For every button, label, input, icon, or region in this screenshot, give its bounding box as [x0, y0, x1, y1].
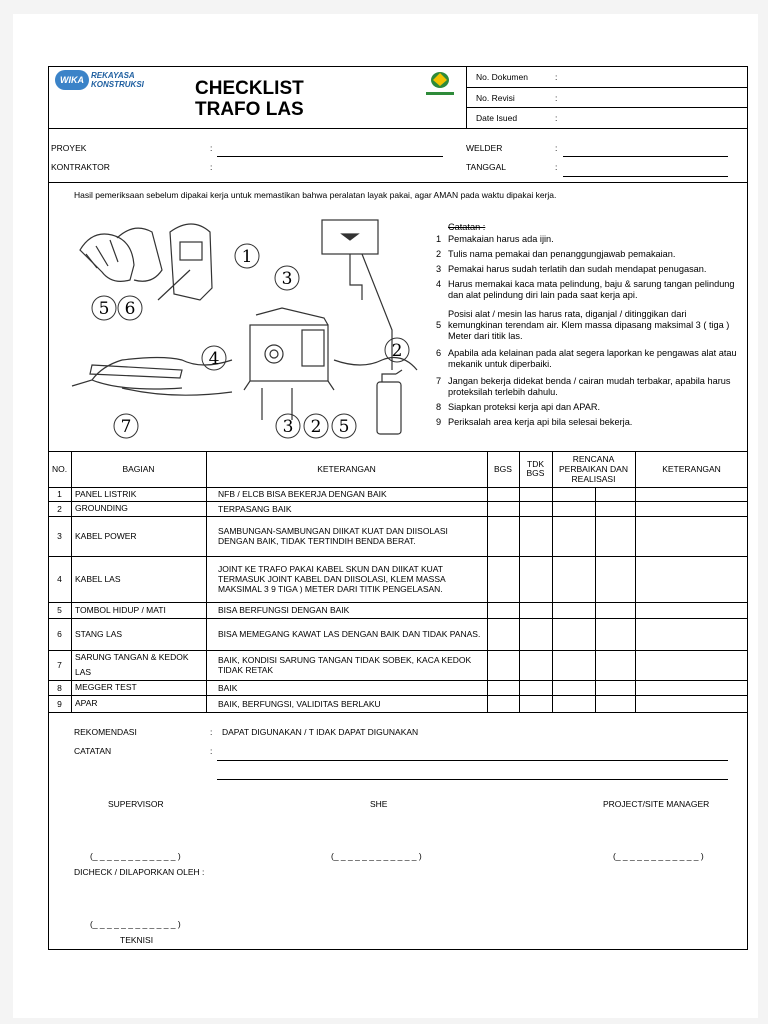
realisasi-cell[interactable]	[595, 487, 635, 501]
note-number: 8	[436, 402, 442, 412]
date-issued-sep: :	[555, 113, 558, 123]
keterangan-cell[interactable]	[635, 680, 748, 695]
row-number: 9	[57, 698, 62, 709]
row-bagian: KABEL POWER	[75, 530, 137, 541]
keterangan-cell[interactable]	[635, 556, 748, 602]
row-keterangan: JOINT KE TRAFO PAKAI KABEL SKUN DAN DIIKAT KUAT TERMASUK JOINT KABEL DAN DIISOLASI, KLEM MASSA MAKSIMAL 3 9 TIGA ) METER DARI TITIK PENGELASAN.	[218, 564, 446, 594]
notes-title: Catatan :	[448, 222, 486, 232]
note-item	[436, 376, 741, 398]
tdk-bgs-cell[interactable]	[519, 680, 552, 695]
work-bench-icon	[90, 365, 182, 378]
note-text: Pemakaian harus ada ijin.	[448, 234, 554, 244]
diagram-callout-3	[275, 266, 299, 290]
callout-label-1: 1	[241, 247, 253, 267]
welder-field[interactable]	[563, 156, 728, 157]
table-bottom-line	[48, 712, 748, 713]
row-keterangan: SAMBUNGAN-SAMBUNGAN DIIKAT KUAT DAN DIISOLASI DENGAN BAIK, TIDAK TERTINDIH BENDA BERAT.	[218, 526, 448, 546]
rencana-cell[interactable]	[552, 680, 595, 695]
keterangan-cell[interactable]	[635, 487, 748, 501]
tanggal-label: TANGGAL	[466, 162, 506, 172]
notes-panel	[436, 222, 741, 432]
header-divider	[466, 66, 467, 128]
bgs-cell[interactable]	[487, 602, 519, 618]
manager-signature[interactable]: (_ _ _ _ _ _ _ _ _ _ _ _ )	[613, 851, 704, 861]
row-number: 2	[57, 503, 62, 514]
proyek-label: PROYEK	[51, 143, 87, 153]
row-keterangan: BISA BERFUNGSI DENGAN BAIK	[218, 605, 350, 615]
note-item	[436, 417, 741, 428]
glove-left-icon	[80, 234, 134, 281]
form-title	[195, 78, 304, 120]
rencana-cell[interactable]	[552, 695, 595, 712]
bgs-cell[interactable]	[487, 556, 519, 602]
row-keterangan: BAIK, BERFUNGSI, VALIDITAS BERLAKU	[218, 698, 381, 709]
diagram-callout-9	[304, 414, 328, 438]
callout-label-9: 2	[310, 417, 322, 437]
keterangan-cell[interactable]	[635, 516, 748, 556]
diagram-callout-4	[202, 346, 226, 370]
rencana-cell[interactable]	[552, 650, 595, 680]
welding-equipment-diagram	[62, 210, 432, 445]
doc-number-label: No. Dokumen	[476, 72, 528, 82]
note-item	[436, 279, 741, 301]
diagram-callout-1	[235, 244, 259, 268]
doc-number-sep: :	[555, 72, 558, 82]
row-number: 3	[57, 531, 62, 541]
wika-badge: WIKA	[55, 70, 89, 90]
bgs-cell[interactable]	[487, 516, 519, 556]
tdk-bgs-cell[interactable]	[519, 602, 552, 618]
header-tdk-bgs: TDK BGS	[526, 459, 545, 478]
rekomendasi-sep: :	[210, 727, 213, 737]
note-number: 4	[436, 279, 442, 289]
note-number: 9	[436, 417, 442, 427]
table-rule	[206, 451, 207, 712]
keterangan-cell[interactable]	[635, 602, 748, 618]
header-keterangan: KETERANGAN	[317, 464, 376, 474]
tanggal-field[interactable]	[563, 176, 728, 177]
doc-row-line	[466, 87, 748, 88]
note-text: Pemakai harus sudah terlatih dan sudah mendapat penugasan.	[448, 264, 707, 274]
diagram-callout-8	[276, 414, 300, 438]
catatan-field-line1[interactable]	[217, 760, 728, 761]
supervisor-signature[interactable]: (_ _ _ _ _ _ _ _ _ _ _ _ )	[90, 851, 181, 861]
tdk-bgs-cell[interactable]	[519, 487, 552, 501]
row-keterangan: TERPASANG BAIK	[218, 503, 292, 514]
header-keterangan-2: KETERANGAN	[662, 464, 721, 474]
note-item	[436, 264, 741, 275]
header-rencana: RENCANA PERBAIKAN DAN REALISASI	[559, 454, 628, 484]
rencana-cell[interactable]	[552, 501, 595, 516]
glove-right-icon	[117, 228, 162, 281]
bgs-cell[interactable]	[487, 680, 519, 695]
table-rule	[71, 451, 72, 712]
note-item	[436, 249, 741, 260]
tdk-bgs-cell[interactable]	[519, 695, 552, 712]
info-bottom-line	[48, 182, 748, 183]
diagram-callout-7	[114, 414, 138, 438]
logo-line1: REKAYASA	[91, 71, 135, 80]
keterangan-cell[interactable]	[635, 650, 748, 680]
row-bagian: TOMBOL HIDUP / MATI	[75, 604, 166, 615]
catatan-label: CATATAN	[74, 746, 112, 756]
tanggal-sep: :	[555, 162, 558, 172]
bgs-cell[interactable]	[487, 650, 519, 680]
proyek-field[interactable]	[217, 156, 443, 157]
realisasi-cell[interactable]	[595, 501, 635, 516]
header-bagian: BAGIAN	[122, 464, 155, 474]
tdk-bgs-cell[interactable]	[519, 650, 552, 680]
callout-label-2: 2	[391, 341, 403, 361]
diagram-callout-11	[62, 210, 73, 215]
row-bagian: SARUNG TANGAN & KEDOK LAS	[75, 652, 189, 677]
note-number: 7	[436, 376, 442, 386]
wika-logo	[55, 70, 155, 92]
header-bgs: BGS	[494, 464, 512, 474]
callout-label-4: 4	[208, 349, 220, 369]
note-text: Siapkan proteksi kerja api dan APAR.	[448, 402, 601, 412]
realisasi-cell[interactable]	[595, 650, 635, 680]
keterangan-cell[interactable]	[635, 501, 748, 516]
note-text: Posisi alat / mesin las harus rata, diganjal / ditinggikan dari kemungkinan terendam air. Klem massa dipasang maksimal 3 ( tiga ) Meter dari titik las.	[448, 309, 730, 341]
row-keterangan: NFB / ELCB BISA BEKERJA DENGAN BAIK	[218, 489, 387, 499]
rekomendasi-options[interactable]: DAPAT DIGUNAKAN / T IDAK DAPAT DIGUNAKAN	[222, 727, 419, 737]
note-item	[436, 234, 741, 245]
fire-extinguisher-icon	[377, 382, 401, 434]
bgs-cell[interactable]	[487, 618, 519, 650]
rencana-cell[interactable]	[552, 516, 595, 556]
rencana-cell[interactable]	[552, 602, 595, 618]
tdk-bgs-cell[interactable]	[519, 516, 552, 556]
note-number: 3	[436, 264, 442, 274]
realisasi-cell[interactable]	[595, 556, 635, 602]
dicheck-label: DICHECK / DILAPORKAN OLEH :	[74, 867, 205, 877]
note-text: Jangan bekerja didekat benda / cairan mudah terbakar, apabila harus proteksilah terlebih dahulu.	[448, 376, 731, 397]
note-text: Harus memakai kaca mata pelindung, baju & sarung tangan pelindung dan alat pelindung diri lain pada saat kerja api.	[448, 279, 735, 300]
intro-text: Hasil pemeriksaan sebelum dipakai kerja untuk memastikan bahwa peralatan layak pakai, agar AMAN pada waktu dipakai kerja.	[74, 190, 557, 200]
title-line2: TRAFO LAS	[195, 99, 304, 120]
row-number: 8	[57, 682, 62, 693]
logo-text	[91, 71, 144, 89]
row-bagian: GROUNDING	[75, 503, 128, 513]
note-item	[436, 309, 741, 342]
callout-label-10: 5	[338, 417, 350, 437]
catatan-field-line2[interactable]	[217, 779, 728, 780]
revision-sep: :	[555, 93, 558, 103]
supervisor-label: SUPERVISOR	[108, 799, 164, 809]
row-number: 1	[57, 489, 62, 499]
callout-label-7: 7	[120, 417, 132, 437]
row-bagian: APAR	[75, 698, 98, 708]
smk3-emblem-icon	[420, 68, 460, 100]
bgs-cell[interactable]	[487, 695, 519, 712]
callout-label-5: 5	[98, 299, 110, 319]
rekomendasi-label: REKOMENDASI	[74, 727, 137, 737]
note-number: 2	[436, 249, 442, 259]
header-bottom-line	[48, 128, 748, 129]
row-bagian: PANEL LISTRIK	[75, 488, 137, 499]
welding-helmet-icon	[170, 224, 212, 300]
diagram-callout-5	[92, 296, 116, 320]
diagram-callout-2	[385, 338, 409, 362]
welder-sep: :	[555, 143, 558, 153]
realisasi-cell[interactable]	[595, 516, 635, 556]
note-item	[436, 348, 741, 370]
callout-label-6: 6	[124, 299, 136, 319]
rencana-cell[interactable]	[552, 618, 595, 650]
row-bagian: MEGGER TEST	[75, 682, 137, 692]
proyek-sep: :	[210, 143, 213, 153]
doc-row-line	[466, 107, 748, 108]
kontraktor-sep: :	[210, 162, 213, 172]
row-keterangan: BAIK	[218, 682, 238, 693]
row-bagian: STANG LAS	[75, 628, 123, 639]
row-keterangan: BAIK, KONDISI SARUNG TANGAN TIDAK SOBEK, KACA KEDOK TIDAK RETAK	[218, 655, 472, 675]
row-keterangan: BISA MEMEGANG KAWAT LAS DENGAN BAIK DAN TIDAK PANAS.	[218, 629, 481, 639]
note-text: Apabila ada kelainan pada alat segera laporkan ke pengawas alat atau mekanik untuk diperbaiki.	[448, 348, 737, 369]
row-number: 6	[57, 629, 62, 639]
teknisi-signature[interactable]: (_ _ _ _ _ _ _ _ _ _ _ _ )	[90, 919, 181, 929]
bgs-cell[interactable]	[487, 487, 519, 501]
realisasi-cell[interactable]	[595, 618, 635, 650]
bgs-cell[interactable]	[487, 501, 519, 516]
header-no: NO.	[51, 464, 68, 474]
realisasi-cell[interactable]	[595, 602, 635, 618]
row-bagian: KABEL LAS	[75, 573, 121, 584]
callout-label-8: 3	[282, 417, 294, 437]
tdk-bgs-cell[interactable]	[519, 556, 552, 602]
realisasi-cell[interactable]	[595, 680, 635, 695]
manager-label: PROJECT/SITE MANAGER	[603, 799, 710, 809]
title-line1: CHECKLIST	[195, 78, 304, 99]
rencana-cell[interactable]	[552, 487, 595, 501]
welder-label: WELDER	[466, 143, 503, 153]
row-number: 4	[57, 574, 62, 584]
diagram-callout-6	[118, 296, 142, 320]
logo-line2: KONSTRUKSI	[91, 80, 144, 89]
catatan-sep: :	[210, 746, 213, 756]
row-number: 7	[57, 660, 62, 670]
note-text: Periksalah area kerja api bila selesai bekerja.	[448, 417, 633, 427]
callout-label-3: 3	[281, 269, 293, 289]
kontraktor-label: KONTRAKTOR	[51, 162, 110, 172]
revision-label: No. Revisi	[476, 93, 515, 103]
tdk-bgs-cell[interactable]	[519, 501, 552, 516]
welding-machine-icon	[250, 325, 328, 381]
keterangan-cell[interactable]	[635, 618, 748, 650]
note-number: 5	[436, 320, 442, 330]
diagram-callout-10	[332, 414, 356, 438]
keterangan-cell[interactable]	[635, 695, 748, 712]
date-issued-label: Date Isued	[476, 113, 518, 123]
row-number: 5	[57, 605, 62, 615]
she-signature[interactable]: (_ _ _ _ _ _ _ _ _ _ _ _ )	[331, 851, 422, 861]
she-label: SHE	[370, 799, 388, 809]
note-number: 1	[436, 234, 442, 244]
note-text: Tulis nama pemakai dan penanggungjawab pemakaian.	[448, 249, 676, 259]
note-number: 6	[436, 348, 442, 358]
realisasi-cell[interactable]	[595, 695, 635, 712]
teknisi-label: TEKNISI	[120, 935, 154, 945]
note-item	[436, 402, 741, 413]
rencana-cell[interactable]	[552, 556, 595, 602]
tdk-bgs-cell[interactable]	[519, 618, 552, 650]
